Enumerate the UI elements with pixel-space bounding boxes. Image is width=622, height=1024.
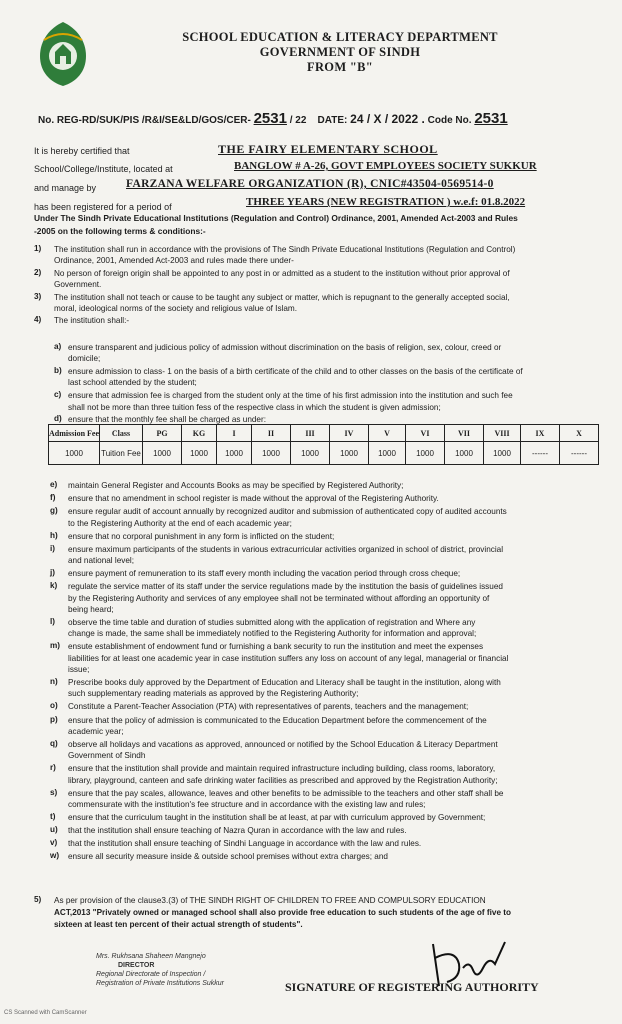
fee-header-cell: Admission Fee <box>49 425 100 442</box>
fee-value-cell: 1000 <box>143 442 182 465</box>
term-text-line: by the Registering Authority and services of any employee shall not be terminated without affording an opportunity of <box>68 593 490 603</box>
fee-value-cell: 1000 <box>369 442 406 465</box>
term-text-line: ensure transparent and judicious policy of admission without discrimination on the basis of religion, sex, colour, creed or <box>68 343 502 352</box>
certificate-number: 2531 <box>253 110 287 127</box>
term-text-line: library, playground, canteen and safe drinking water facilities as prescribed and approved by the Registration Authority; <box>68 775 498 785</box>
term-number: t) <box>50 812 56 822</box>
fee-header-cell: IX <box>521 425 560 442</box>
term-number: 2) <box>34 267 42 277</box>
fee-header-cell: VI <box>406 425 445 442</box>
stamp-title: DIRECTOR <box>118 962 155 969</box>
term-number: o) <box>50 701 58 711</box>
period-label: has been registered for a period of <box>34 202 172 212</box>
fee-header-cell: Class <box>100 425 143 442</box>
department-title: SCHOOL EDUCATION & LITERACY DEPARTMENT <box>182 30 498 44</box>
term-text-line: ensure that the policy of admission is communicated to the Education Department before the commencement of the <box>68 715 487 725</box>
term-text-line: Government of Sindh <box>68 751 146 761</box>
term-text-line: ensure that admission fee is charged from the student only at the time of his first admission into the institution and such fee <box>68 391 513 401</box>
ordinance-line: Under The Sindh Private Educational Institutions (Regulation and Control) Ordinance, 2001, Amended Act-2003 and Rules <box>34 213 518 223</box>
term-text-line: sixteen at least ten percent of their actual strength of students". <box>54 920 303 929</box>
term-number: w) <box>50 851 60 861</box>
term-text-line: liabilities for at least one academic year in case institution suffers any loss on account of any legal, managerial or financial <box>68 653 509 663</box>
term-text-line: observe all holidays and vacations as approved, announced or notified by the School Education & Literacy Department <box>68 739 498 749</box>
fee-table <box>48 424 599 465</box>
term-text-line: observe the time table and duration of studies submitted along with the application of registration and Where any <box>68 617 476 627</box>
reference-line <box>38 110 508 127</box>
term-text-line: that the institution shall ensure teaching of Sindhi Language in accordance with the law and rules. <box>68 839 422 849</box>
term-text-line: ensure regular audit of account annually by recognized auditor and submission of authenticated copy of audited accounts <box>68 507 507 517</box>
reference-prefix: No. REG-RD/SUK/PIS /R&I/SE&LD/GOS/CER- <box>38 115 251 126</box>
term-text-line: regulate the service matter of its staff under the service regulations made by the institution the basis of guidelines issued <box>68 582 503 592</box>
term-number: 3) <box>34 291 42 301</box>
fee-value-cell: 1000 <box>291 442 330 465</box>
term-text-line: to the Registering Authority at the end of each academic year; <box>68 518 292 528</box>
stamp-name: Mrs. Rukhsana Shaheen Mangnejo <box>96 953 206 960</box>
term-text-line: that the institution shall ensure teaching of Nazra Quran in accordance with the law and rules. <box>68 826 407 836</box>
term-text-line: ensute establishment of endowment fund or furnishing a bank security to run the institution and meet the expenses <box>68 642 484 652</box>
term-number: 1) <box>34 244 42 253</box>
term-number: e) <box>50 480 58 489</box>
term-number: d) <box>54 414 62 424</box>
fee-value-cell: 1000 <box>330 442 369 465</box>
term-text-line: As per provision of the clause3.(3) of THE SINDH RIGHT OF CHILDREN TO FREE AND COMPULSORY EDUCATION <box>54 896 486 905</box>
sindh-government-emblem <box>32 18 94 88</box>
term-text-line: domicile; <box>68 354 101 364</box>
term-text-line: and national level; <box>68 556 135 565</box>
term-text-line: ensure that no corporal punishment in any form is inflicted on the student; <box>68 531 335 541</box>
term-number: l) <box>50 616 56 626</box>
term-number: i) <box>50 543 56 553</box>
term-text-line: The institution shall not teach or cause to be taught any subject or matter, which is repugnant to the generally accepted social, <box>54 292 510 302</box>
government-title: GOVERNMENT OF SINDH <box>259 45 421 59</box>
certified-label: It is hereby certified that <box>34 146 130 156</box>
fee-header-cell: II <box>252 425 291 442</box>
term-number: c) <box>54 390 62 400</box>
fee-value-cell: Tuition Fee <box>100 442 143 465</box>
term-text-line: last school attended by the student; <box>68 378 197 388</box>
term-text-line: ensure that no amendment in school register is made without the approval of the Registering Authority. <box>68 494 439 504</box>
term-text-line: ensure that the pay scales, allowance, leaves and other benefits to be admissible to the teachers and other staff shall be <box>68 788 504 798</box>
term-number: j) <box>50 568 56 578</box>
term-number: u) <box>50 825 58 835</box>
code-label: Code No. <box>427 115 472 126</box>
fee-value-cell: ------ <box>560 442 599 465</box>
term-text-line: ensure that the curriculum taught in the institution shall be at least, at par with curriculum approved by Government; <box>68 813 486 823</box>
term-number: 5) <box>34 895 42 904</box>
term-number: b) <box>54 366 62 376</box>
term-text-line: ensure admission to class- 1 on the basis of a birth certificate of the child and to other classes on the basis of the certificate of <box>68 367 523 377</box>
term-text-line: ensure all security measure inside & outside school premises without extra charges; and <box>68 852 388 862</box>
fee-header-cell: IV <box>330 425 369 442</box>
term-text-line: shall not be more than three tuition fess of the respective class in which the student is given admission; <box>68 402 441 412</box>
school-name: THE FAIRY ELEMENTARY SCHOOL <box>218 142 438 156</box>
term-text-line: ensure that the monthly fee shall be charged as under: <box>68 415 266 425</box>
date-value: 24 / X / 2022 . <box>350 112 425 126</box>
fee-header-cell: I <box>217 425 252 442</box>
term-number: 4) <box>34 315 42 325</box>
term-text-line: Ordinance, 2001, Amended Act-2003 and rules made there under- <box>54 256 294 266</box>
fee-value-cell: 1000 <box>49 442 100 465</box>
term-text-line: Constitute a Parent-Teacher Association (PTA) with representatives of parents, teachers and the management; <box>68 702 469 712</box>
term-number: f) <box>50 493 56 503</box>
fee-value-cell: ------ <box>521 442 560 465</box>
fee-value-cell: 1000 <box>406 442 445 465</box>
form-title: FROM "B" <box>307 60 373 74</box>
fee-table-header <box>49 425 599 442</box>
school-location: BANGLOW # A-26, GOVT EMPLOYEES SOCIETY SUKKUR <box>234 160 537 172</box>
term-text-line: No person of foreign origin shall be appointed to any post in or admitted as a student to the institution without prior approval of <box>54 268 510 278</box>
term-text-line: academic year; <box>68 726 124 736</box>
fee-value-cell: 1000 <box>484 442 521 465</box>
fee-value-cell: 1000 <box>445 442 484 465</box>
located-label: School/College/Institute, located at <box>34 164 173 174</box>
term-number: h) <box>50 530 58 540</box>
scanner-watermark: CS Scanned with CamScanner <box>4 1010 87 1016</box>
term-text-line: ensure that the institution shall provide and maintain required infrastructure including building, class rooms, laboratory, <box>68 764 496 774</box>
term-number: q) <box>50 738 58 748</box>
fee-header-cell: V <box>369 425 406 442</box>
registration-period: THREE YEARS (NEW REGISTRATION ) w.e.f: 01.8.2022 <box>246 196 526 208</box>
term-text-line: ensure maximum participants of the students in various extracurricular activities organized in school of district, provincial <box>68 544 504 554</box>
term-number: a) <box>54 342 62 351</box>
director-stamp <box>96 952 224 988</box>
fee-value-cell: 1000 <box>217 442 252 465</box>
fee-header-cell: III <box>291 425 330 442</box>
term-text-line: ensure payment of remuneration to its staff every month including the vacation period through cross cheque; <box>68 569 461 579</box>
term-text-line: The institution shall run in accordance with the provisions of The Sindh Private Educational Institutions (Regulation and Control) <box>54 245 516 254</box>
fee-header-cell: PG <box>143 425 182 442</box>
stamp-office-2: Registration of Private Institutions Sukkur <box>96 980 225 987</box>
term-number: r) <box>50 763 56 773</box>
code-number: 2531 <box>474 110 508 127</box>
managed-label: and manage by <box>34 183 97 193</box>
term-text-line: ACT,2013 "Privately owned or managed school shall also provide free education to such students of the age of five to <box>54 908 512 917</box>
term-text-line: Prescribe books duly approved by the Department of Education and Literacy shall be taught in the institution, along with <box>68 678 501 687</box>
term-number: n) <box>50 677 58 686</box>
term-number: m) <box>50 641 61 651</box>
date-label: DATE: <box>317 115 348 126</box>
term-text-line: such supplementary reading materials as approved by the Registering Authority; <box>68 689 359 699</box>
reference-year: / 22 <box>289 115 307 126</box>
fee-header-cell: KG <box>182 425 217 442</box>
term-number: g) <box>50 506 58 516</box>
term-text-line: being heard; <box>68 604 114 614</box>
term-number: k) <box>50 581 58 591</box>
fee-header-cell: VII <box>445 425 484 442</box>
term-text-line: moral, ideological norms of the society and religious value of Islam. <box>54 303 298 313</box>
term-text-line: commensurate with the institution's fee structure and in accordance with the existing law and rules; <box>68 800 426 809</box>
terms-heading: -2005 on the following terms & conditions:- <box>34 226 206 236</box>
term-text-line: issue; <box>68 664 90 674</box>
term-text-line: change is made, the same shall be immediately notified to the Registering Authority for information and approval; <box>68 629 477 639</box>
fee-table-row <box>49 442 599 465</box>
stamp-office: Regional Directorate of Inspection / <box>96 971 206 978</box>
term-text-line: The institution shall:- <box>54 316 130 326</box>
term-text-line: Government. <box>54 280 102 290</box>
fee-value-cell: 1000 <box>182 442 217 465</box>
term-number: s) <box>50 787 58 797</box>
term-text-line: maintain General Register and Accounts Books as may be specified by Registered Authority; <box>68 481 404 490</box>
fee-header-cell: VIII <box>484 425 521 442</box>
managing-organization: FARZANA WELFARE ORGANIZATION (R), CNIC#43504-0569514-0 <box>126 178 494 190</box>
term-number: v) <box>50 838 58 848</box>
signature-label: SIGNATURE OF REGISTERING AUTHORITY <box>285 980 539 994</box>
fee-value-cell: 1000 <box>252 442 291 465</box>
term-number: p) <box>50 714 58 724</box>
fee-header-cell: X <box>560 425 599 442</box>
